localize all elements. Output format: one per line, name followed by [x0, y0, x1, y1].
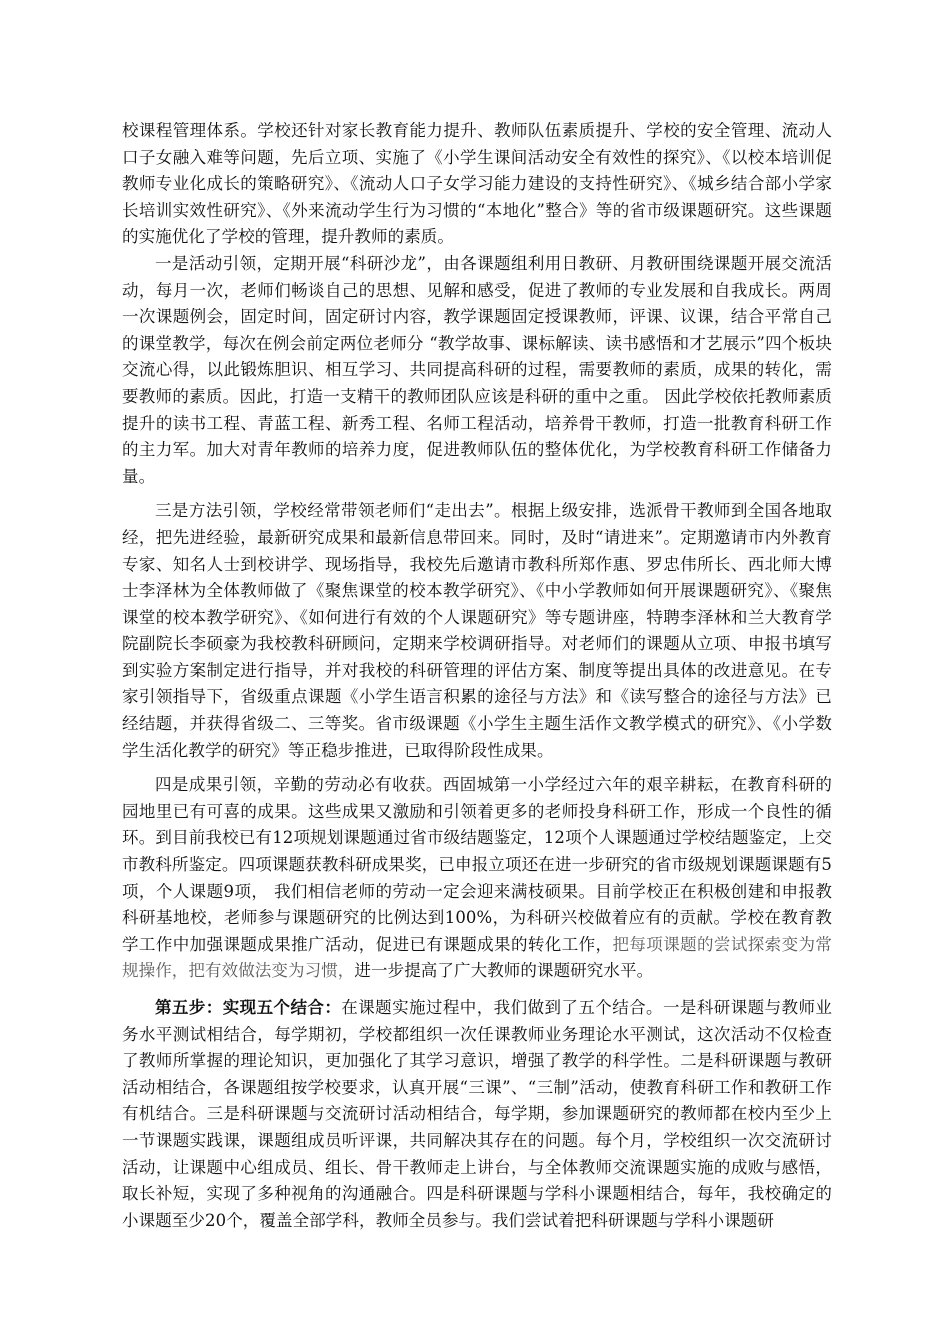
document-page — [122, 118, 832, 1234]
result-guidance-tail-text: 进一步提高了广大教师的课题研究水平。 — [354, 961, 654, 981]
result-guidance-faded-text: 把每项课题的尝试探索变为常规操作，把有效做法变为习惯， — [122, 934, 832, 981]
paragraph-step-five — [122, 995, 832, 1234]
step-five-heading: 第五步：实现五个结合： — [155, 998, 342, 1017]
paragraph-result-guidance — [122, 772, 832, 985]
paragraph-continuation: 校课程管理体系。学校还针对家长教育能力提升、教师队伍素质提升、学校的安全管理、流动人口子女融入难等问题，先后立项、实施了《小学生课间活动安全有效性的探究》、《以校本培训促教师专业化成长的策略研究》、《流动人口子女学习能力建设的支持性研究》、《城乡结合部小学家长培训实效性研究》、《外来流动学生行为习惯的“本地化”整合》等的省市级课题研究。这些课题的实施优化了学校的管理，提升教师的素质。 — [122, 121, 832, 247]
step-five-body: 在课题实施过程中，我们做到了五个结合。一是科研课题与教师业务水平测试相结合，每学期初，学校都组织一次任课教师业务理论水平测试，这次活动不仅检查了教师所掌握的理论知识，更加强化了其学习意识，增强了教学的科学性。二是科研课题与教研活动相结合，各课题组按学校要求，认真开展“三课”、“三制”活动，使教育科研工作和教研工作有机结合。三是科研课题与交流研讨活动相结合，每学期，参加课题研究的教师都在校内至少上一节课题实践课，课题组成员听评课，共同解决其存在的问题。每个月，学校组织一次交流研讨活动，让课题中心组成员、组长、骨干教师走上讲台，与全体教师交流课题实施的成败与感悟，取长补短，实现了多种视角的沟通融合。四是科研课题与学科小课题相结合，每年，我校确定的小课题至少20个，覆盖全部学科，教师全员参与。我们尝试着把科研课题与学科小课题研 — [122, 998, 832, 1230]
paragraph-method-guidance: 三是方法引领，学校经常带领老师们“走出去”。根据上级安排，选派骨干教师到全国各地取经，把先进经验，最新研究成果和最新信息带回来。同时，及时“请进来”。定期邀请市内外教育专家、知名人士到校讲学、现场指导，我校先后邀请市教科所郑作惠、罗忠伟所长、西北师大博士李泽林为全体教师做了《聚焦课堂的校本教学研究》、《中小学教师如何开展课题研究》、《聚焦课堂的校本教学研究》、《如何进行有效的个人课题研究》等专题讲座，特聘李泽林和兰大教育学院副院长李硕豪为我校教科研顾问，定期来学校调研指导。对老师们的课题从立项、申报书填写到实验方案制定进行指导，并对我校的科研管理的评估方案、制度等提出具体的改进意见。在专家引领指导下，省级重点课题《小学生语言积累的途径与方法》和《读写整合的途径与方法》已经结题，并获得省级二、三等奖。省市级课题《小学生主题生活作文教学模式的研究》、《小学数学生活化教学的研究》等正稳步推进，已取得阶段性成果。 — [122, 501, 832, 760]
paragraph-activity-guidance: 一是活动引领，定期开展“科研沙龙”，由各课题组利用日教研、月教研围绕课题开展交流活动，每月一次，老师们畅谈自己的思想、见解和感受，促进了教师的专业发展和自我成长。两周一次课题例会，固定时间，固定研讨内容，教学课题固定授课教师，评课、议课，结合平常自己的课堂教学，每次在例会前定两位老师分 “教学故事、课标解读、读书感悟和才艺展示”四个板块交流心得，以此锻炼胆识、相互学习、共同提高科研的过程，需要教师的素质，成果的转化，需要教师的素质。因此，打造一支精干的教师团队应该是科研的重中之重。 因此学校依托教师素质提升的读书工程、青蓝工程、新秀工程、名师工程活动，培养骨干教师，打造一批教育科研工作的主力军。加大对青年教师的培养力度，促进教师队伍的整体优化，为学校教育科研工作储备力量。 — [122, 253, 832, 486]
result-guidance-main-text: 四是成果引领，辛勤的劳动必有收获。西固城第一小学经过六年的艰辛耕耘，在教育科研的园地里已有可喜的成果。这些成果又激励和引领着更多的老师投身科研工作，形成一个良性的循环。到目前我校已有12项规划课题通过省市级结题鉴定，12项个人课题通过学校结题鉴定，上交市教科所鉴定。四项课题获教科研成果奖，已申报立项还在进一步研究的省市级规划课题课题有5项，个人课题9项， 我们相信老师的劳动一定会迎来满枝硕果。目前学校正在积极创建和申报教科研基地校，老师参与课题研究的比例达到100%，为科研兴校做着应有的贡献。学校在教育教学工作中加强课题成果推广活动，促进已有课题成果的转化工作， — [122, 775, 832, 954]
